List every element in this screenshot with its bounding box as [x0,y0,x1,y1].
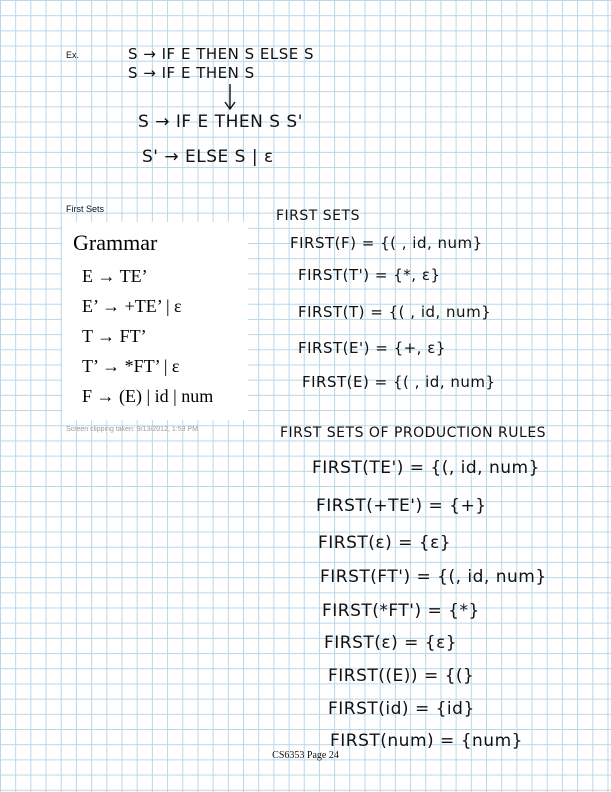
production-rule-line: FIRST(ε) = {ε} [318,533,452,553]
grammar-rule: E’ → +TE’ | ε [82,296,182,316]
grammar-rule: T’ → *FT’ | ε [82,356,180,376]
first-set-line: FIRST(F) = {( , id, num} [290,234,483,252]
grammar-rule: E → TE’ [82,266,148,286]
grammar-clipping [62,222,248,420]
production-rule-line: FIRST(+TE') = {+} [316,496,487,516]
first-set-line: FIRST(T') = {*, ε} [298,266,441,284]
production-rule-line: FIRST(FT') = {(, id, num} [320,567,547,587]
hw-rule-4: S' → ELSE S | ε [142,147,274,167]
production-rule-line: FIRST(*FT') = {*} [322,601,480,621]
production-rule-line: FIRST((E)) = {(} [328,666,475,686]
production-rules-title: FIRST SETS OF PRODUCTION RULES [280,425,547,441]
first-sets-title: FIRST SETS [276,208,360,224]
production-rule-line: FIRST(id) = {id} [328,699,475,719]
first-sets-label: First Sets [66,204,105,214]
example-label: Ex. [66,50,80,60]
clip-caption: Screen clipping taken: 9/13/2012, 1:53 PM [66,426,198,433]
grammar-title: Grammar [73,230,158,255]
hw-rule-2: S → IF E THEN S [128,64,255,82]
down-arrow-icon [222,82,238,114]
production-rule-line: FIRST(TE') = {(, id, num} [312,458,540,478]
grammar-rule: F → (E) | id | num [82,386,214,406]
grammar-rule: T → FT’ [82,326,147,346]
first-set-line: FIRST(E') = {+, ε} [298,339,446,357]
production-rule-line: FIRST(num) = {num} [330,731,523,751]
hw-rule-3: S → IF E THEN S S' [138,112,303,132]
first-set-line: FIRST(T) = {( , id, num} [298,303,492,321]
page-footer: CS6353 Page 24 [272,750,339,761]
production-rule-line: FIRST(ε) = {ε} [324,633,458,653]
hw-rule-1: S → IF E THEN S ELSE S [128,45,315,63]
first-set-line: FIRST(E) = {( , id, num} [302,373,496,391]
